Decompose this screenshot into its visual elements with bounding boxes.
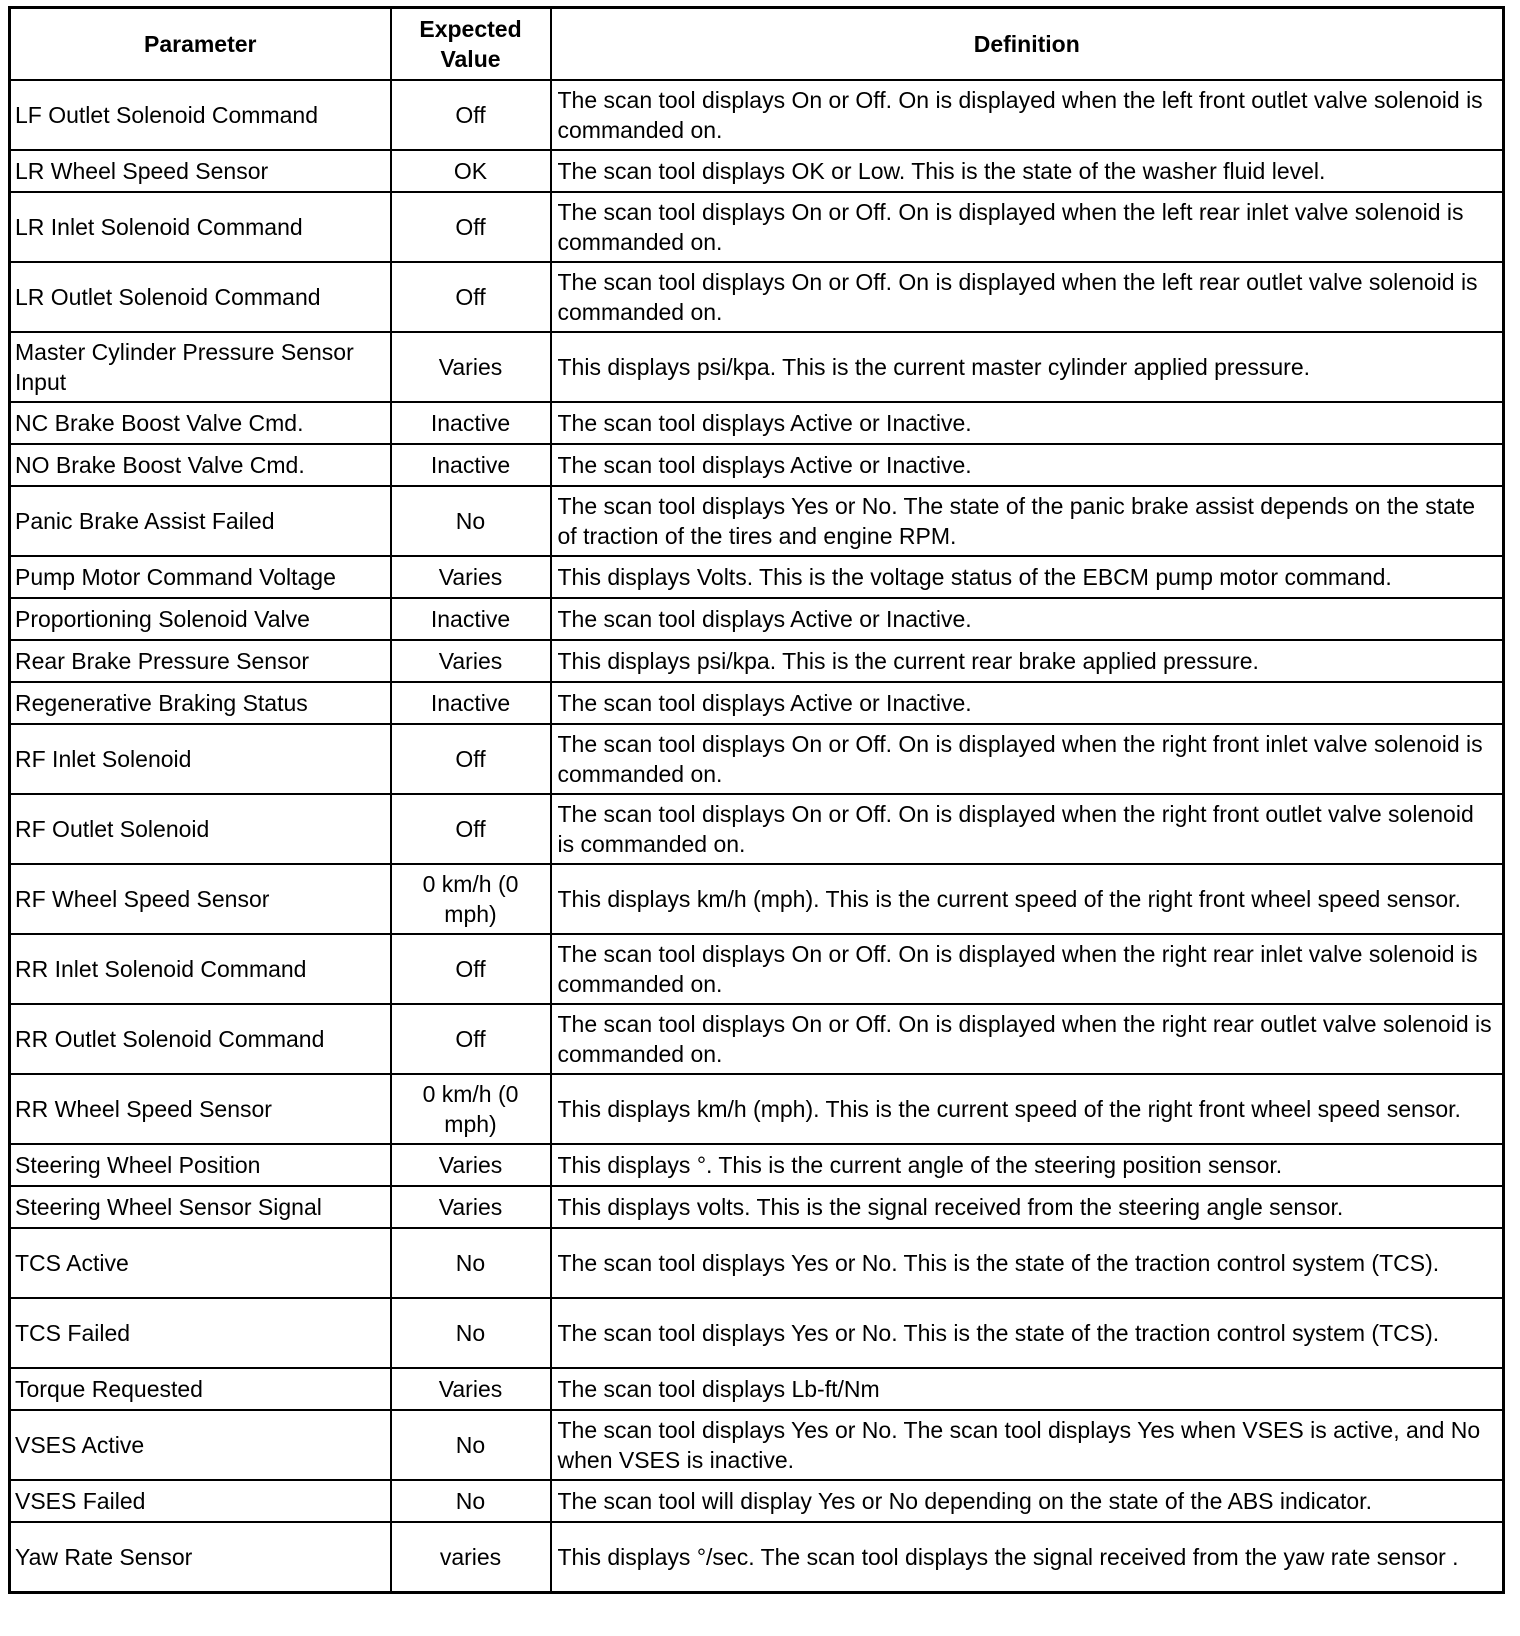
row-definition: The scan tool displays On or Off. On is displayed when the right rear inlet valve solenoid is commanded on.	[551, 934, 1504, 1004]
row-parameter: Pump Motor Command Voltage	[10, 556, 391, 598]
row-parameter: LR Wheel Speed Sensor	[10, 150, 391, 192]
table-header-row	[10, 8, 1504, 81]
table-row	[10, 332, 1504, 402]
row-expected-value: 0 km/h (0 mph)	[391, 864, 551, 934]
row-parameter: RR Wheel Speed Sensor	[10, 1074, 391, 1144]
table-row	[10, 1480, 1504, 1522]
row-definition: The scan tool displays On or Off. On is displayed when the right front outlet valve solenoid is commanded on.	[551, 794, 1504, 864]
table-row	[10, 402, 1504, 444]
row-expected-value: No	[391, 1480, 551, 1522]
row-definition: The scan tool displays On or Off. On is displayed when the right front inlet valve solenoid is commanded on.	[551, 724, 1504, 794]
table-row	[10, 1004, 1504, 1074]
table-row	[10, 1298, 1504, 1368]
table-row	[10, 192, 1504, 262]
row-expected-value: No	[391, 1228, 551, 1298]
row-parameter: Rear Brake Pressure Sensor	[10, 640, 391, 682]
row-expected-value: No	[391, 486, 551, 556]
row-definition: The scan tool displays On or Off. On is displayed when the left rear outlet valve solenoid is commanded on.	[551, 262, 1504, 332]
row-expected-value: Varies	[391, 556, 551, 598]
row-definition: The scan tool displays On or Off. On is displayed when the left front outlet valve solenoid is commanded on.	[551, 80, 1504, 150]
table-row	[10, 794, 1504, 864]
header-definition: Definition	[551, 8, 1504, 81]
row-definition: The scan tool displays Yes or No. This is the state of the traction control system (TCS).	[551, 1228, 1504, 1298]
row-parameter: NO Brake Boost Valve Cmd.	[10, 444, 391, 486]
row-parameter: Regenerative Braking Status	[10, 682, 391, 724]
row-definition: The scan tool displays On or Off. On is displayed when the left rear inlet valve solenoid is commanded on.	[551, 192, 1504, 262]
table-row	[10, 1368, 1504, 1410]
table-row	[10, 1186, 1504, 1228]
row-parameter: RF Outlet Solenoid	[10, 794, 391, 864]
parameter-table-sheet	[8, 6, 1502, 1594]
row-expected-value: 0 km/h (0 mph)	[391, 1074, 551, 1144]
row-parameter: Torque Requested	[10, 1368, 391, 1410]
row-definition: This displays psi/kpa. This is the current master cylinder applied pressure.	[551, 332, 1504, 402]
row-parameter: TCS Failed	[10, 1298, 391, 1368]
row-parameter: TCS Active	[10, 1228, 391, 1298]
row-definition: This displays km/h (mph). This is the current speed of the right front wheel speed sensor.	[551, 1074, 1504, 1144]
header-parameter: Parameter	[10, 8, 391, 81]
row-parameter: Yaw Rate Sensor	[10, 1522, 391, 1593]
row-parameter: VSES Failed	[10, 1480, 391, 1522]
row-expected-value: Varies	[391, 1144, 551, 1186]
table-row	[10, 1522, 1504, 1593]
row-expected-value: Off	[391, 80, 551, 150]
row-parameter: LR Inlet Solenoid Command	[10, 192, 391, 262]
row-expected-value: Inactive	[391, 444, 551, 486]
row-expected-value: Off	[391, 192, 551, 262]
row-parameter: Panic Brake Assist Failed	[10, 486, 391, 556]
table-row	[10, 1228, 1504, 1298]
row-definition: This displays volts. This is the signal received from the steering angle sensor.	[551, 1186, 1504, 1228]
row-expected-value: varies	[391, 1522, 551, 1593]
table-row	[10, 724, 1504, 794]
row-definition: The scan tool displays Yes or No. The scan tool displays Yes when VSES is active, and No when VSES is inactive.	[551, 1410, 1504, 1480]
row-expected-value: Varies	[391, 640, 551, 682]
table-row	[10, 486, 1504, 556]
row-expected-value: No	[391, 1298, 551, 1368]
row-definition: The scan tool displays Active or Inactive.	[551, 598, 1504, 640]
row-expected-value: Off	[391, 794, 551, 864]
row-definition: The scan tool displays Yes or No. This is the state of the traction control system (TCS).	[551, 1298, 1504, 1368]
row-parameter: RF Inlet Solenoid	[10, 724, 391, 794]
row-definition: This displays °. This is the current angle of the steering position sensor.	[551, 1144, 1504, 1186]
row-expected-value: Inactive	[391, 598, 551, 640]
row-expected-value: Inactive	[391, 682, 551, 724]
row-expected-value: No	[391, 1410, 551, 1480]
row-expected-value: Inactive	[391, 402, 551, 444]
table-row	[10, 80, 1504, 150]
table-row	[10, 262, 1504, 332]
row-expected-value: Off	[391, 934, 551, 1004]
parameter-table	[8, 6, 1505, 1594]
table-row	[10, 150, 1504, 192]
row-parameter: LR Outlet Solenoid Command	[10, 262, 391, 332]
table-row	[10, 682, 1504, 724]
row-expected-value: Varies	[391, 1368, 551, 1410]
row-expected-value: Off	[391, 262, 551, 332]
table-row	[10, 864, 1504, 934]
table-row	[10, 444, 1504, 486]
row-parameter: RR Outlet Solenoid Command	[10, 1004, 391, 1074]
row-expected-value: Off	[391, 724, 551, 794]
row-definition: The scan tool displays Yes or No. The state of the panic brake assist depends on the state of traction of the tires and engine RPM.	[551, 486, 1504, 556]
row-definition: The scan tool will display Yes or No depending on the state of the ABS indicator.	[551, 1480, 1504, 1522]
row-parameter: Steering Wheel Position	[10, 1144, 391, 1186]
table-row	[10, 1074, 1504, 1144]
row-parameter: Proportioning Solenoid Valve	[10, 598, 391, 640]
row-definition: This displays km/h (mph). This is the current speed of the right front wheel speed sensor.	[551, 864, 1504, 934]
row-parameter: NC Brake Boost Valve Cmd.	[10, 402, 391, 444]
row-parameter: Steering Wheel Sensor Signal	[10, 1186, 391, 1228]
table-row	[10, 640, 1504, 682]
row-definition: This displays psi/kpa. This is the current rear brake applied pressure.	[551, 640, 1504, 682]
header-expected-value: Expected Value	[391, 8, 551, 81]
row-expected-value: Varies	[391, 1186, 551, 1228]
table-row	[10, 1410, 1504, 1480]
row-expected-value: Varies	[391, 332, 551, 402]
table-row	[10, 1144, 1504, 1186]
row-definition: This displays Volts. This is the voltage status of the EBCM pump motor command.	[551, 556, 1504, 598]
row-definition: The scan tool displays On or Off. On is displayed when the right rear outlet valve solenoid is commanded on.	[551, 1004, 1504, 1074]
row-parameter: LF Outlet Solenoid Command	[10, 80, 391, 150]
table-row	[10, 556, 1504, 598]
table-row	[10, 598, 1504, 640]
row-definition: The scan tool displays Active or Inactive.	[551, 402, 1504, 444]
row-definition: The scan tool displays Active or Inactive.	[551, 444, 1504, 486]
table-row	[10, 934, 1504, 1004]
row-expected-value: OK	[391, 150, 551, 192]
row-definition: The scan tool displays Active or Inactive.	[551, 682, 1504, 724]
row-parameter: Master Cylinder Pressure Sensor Input	[10, 332, 391, 402]
row-definition: This displays °/sec. The scan tool displays the signal received from the yaw rate sensor .	[551, 1522, 1504, 1593]
row-expected-value: Off	[391, 1004, 551, 1074]
row-definition: The scan tool displays OK or Low. This is the state of the washer fluid level.	[551, 150, 1504, 192]
row-definition: The scan tool displays Lb-ft/Nm	[551, 1368, 1504, 1410]
row-parameter: RR Inlet Solenoid Command	[10, 934, 391, 1004]
row-parameter: RF Wheel Speed Sensor	[10, 864, 391, 934]
row-parameter: VSES Active	[10, 1410, 391, 1480]
